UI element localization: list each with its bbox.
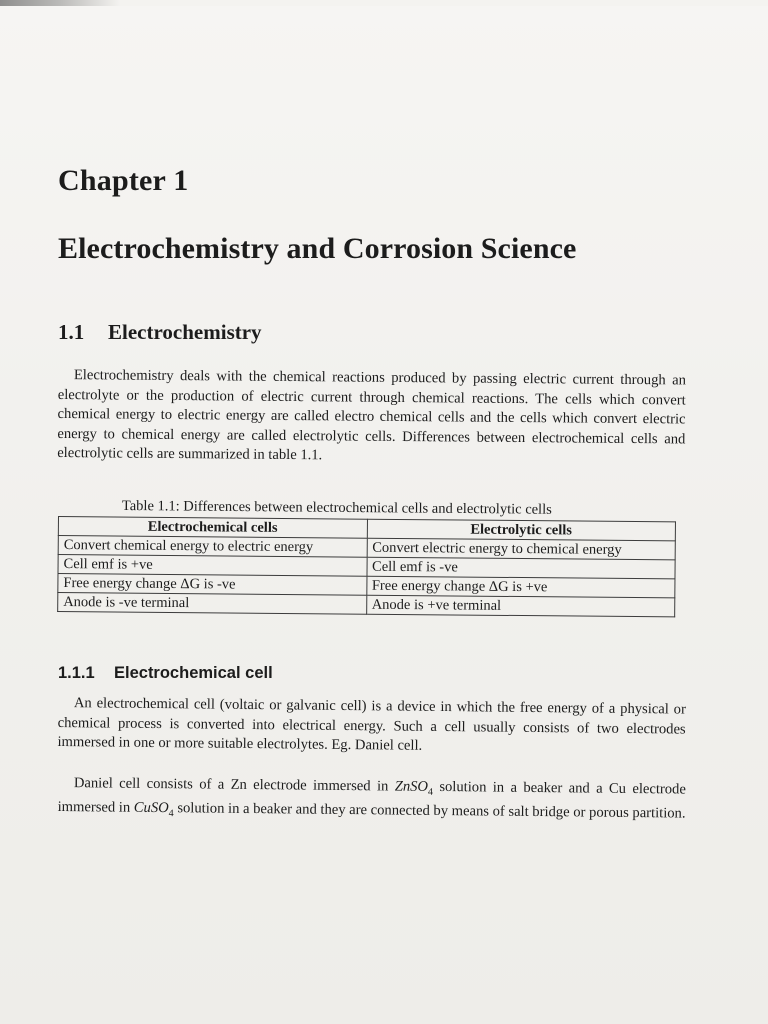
chapter-label: Chapter 1: [58, 164, 189, 197]
paragraph-text-segment: Daniel cell consists of a Zn electrode immersed in: [73, 775, 395, 795]
paragraph-text-segment: solution in a beaker and they are connected by means of salt bridge or porous partition.: [173, 800, 686, 822]
section-paragraph-text: Electrochemistry deals with the chemical reactions produced by passing electric current through an electrolyte or the production of electric current through chemical reactions. The cells which convert chemical energy to electric energy are called electro chemical cells and the cells which convert electric energy to chemical energy are called electrolytic cells. Differences between electrochemical cells and electrolytic cells are summarized in table 1.1.: [57, 367, 686, 464]
table-cell: Cell emf is +ve: [58, 555, 367, 577]
subsection-paragraph-1-text: An electrochemical cell (voltaic or galvanic cell) is a device in which the free energy of a physical or chemical process is converted into electrical energy. Such a cell usually consists of two electrodes immersed in one or more suitable electrolytes. Eg. Daniel cell.: [57, 695, 686, 754]
subsection-paragraph-1: [57, 694, 686, 759]
formula-cuso4: [133, 800, 174, 820]
section-number: 1.1: [58, 320, 85, 344]
table-cell: Convert electric energy to chemical energy: [367, 538, 676, 560]
formula-znso4: [394, 778, 433, 798]
subsection-heading: [58, 664, 273, 683]
section-heading: [58, 320, 262, 345]
page-edge-shadow: [0, 0, 768, 6]
subsection-number: 1.1.1: [58, 664, 95, 682]
table-cell: Convert chemical energy to electric energy: [58, 536, 367, 558]
table-header-cell: Electrolytic cells: [367, 519, 676, 541]
section-title: Electrochemistry: [108, 320, 262, 344]
table-cell: Anode is +ve terminal: [366, 595, 675, 617]
table-row: [58, 593, 675, 617]
differences-table: [57, 516, 676, 617]
table-cell: Anode is -ve terminal: [58, 593, 367, 615]
subsection-paragraph-2: [57, 774, 685, 829]
section-paragraph: [57, 366, 686, 469]
formula-subscript: 4: [427, 786, 433, 798]
table-cell: Cell emf is -ve: [366, 557, 675, 579]
subsection-title: Electrochemical cell: [114, 664, 273, 682]
formula-base: CuSO: [133, 800, 169, 817]
chapter-title: Electrochemistry and Corrosion Science: [58, 232, 577, 265]
table-cell: Free energy change ΔG is -ve: [58, 574, 367, 596]
paragraph-text-segment: solution in a beaker and a Cu electrode immersed in: [57, 778, 686, 817]
formula-subscript: 4: [168, 808, 174, 820]
table-cell: Free energy change ΔG is +ve: [366, 576, 675, 598]
formula-base: ZnSO: [394, 778, 429, 795]
table-caption: Table 1.1: Differences between electrochemical cells and electrolytic cells: [121, 498, 552, 518]
table-header-cell: Electrochemical cells: [58, 517, 367, 539]
